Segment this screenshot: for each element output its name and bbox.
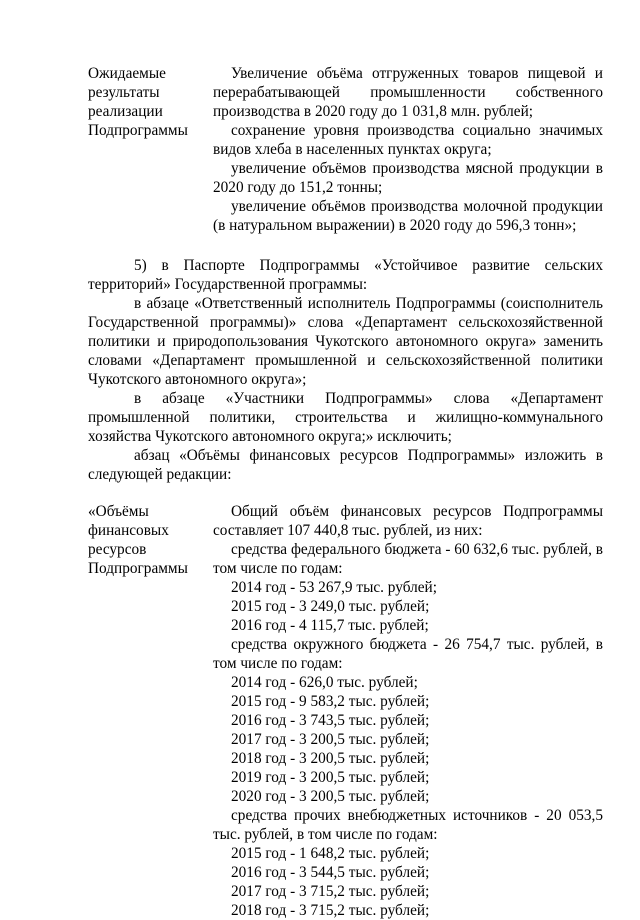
district-year-line: 2015 год - 9 583,2 тыс. рублей; — [231, 693, 430, 710]
financial-resources-row — [88, 502, 603, 920]
district-year-line: 2017 год - 3 200,5 тыс. рублей; — [231, 731, 430, 748]
district-year-line: 2016 год - 3 743,5 тыс. рублей; — [231, 712, 430, 729]
result-item: Увеличение объёма отгруженных товаров пищевой и перерабатывающей промышленности собственного производства в 2020 году до 1 031,8 млн. рублей; — [213, 65, 603, 120]
expected-results-content — [213, 64, 603, 235]
other-year-line: 2018 год - 3 715,2 тыс. рублей; — [231, 902, 430, 919]
financial-resources-label — [88, 502, 213, 920]
district-year-line: 2018 год - 3 200,5 тыс. рублей; — [231, 750, 430, 767]
federal-year-line: 2015 год - 3 249,0 тыс. рублей; — [231, 598, 430, 615]
label-line: финансовых — [88, 522, 169, 539]
federal-year-line: 2016 год - 4 115,7 тыс. рублей; — [231, 617, 429, 634]
federal-year-line: 2014 год - 53 267,9 тыс. рублей; — [231, 579, 437, 596]
result-item: увеличение объёмов производства молочной продукции (в натуральном выражении) в 2020 году до 596,3 тонн»; — [213, 198, 603, 234]
result-item: сохранение уровня производства социально значимых видов хлеба в населенных пунктах округа; — [213, 122, 603, 158]
district-budget-heading: средства окружного бюджета - 26 754,7 тыс. рублей, в том числе по годам: — [213, 636, 603, 672]
federal-budget-heading: средства федерального бюджета - 60 632,6 тыс. рублей, в том числе по годам: — [213, 541, 603, 577]
expected-results-row — [88, 64, 603, 235]
expected-results-label — [88, 64, 213, 235]
total-amount: Общий объём финансовых ресурсов Подпрограммы составляет 107 440,8 тыс. рублей, из них: — [213, 503, 603, 539]
label-line: ресурсов — [88, 541, 147, 558]
paragraph: 5) в Паспорте Подпрограммы «Устойчивое развитие сельских территорий» Государственной программы: — [88, 257, 603, 293]
district-year-line: 2014 год - 626,0 тыс. рублей; — [231, 674, 418, 691]
paragraph: в абзаце «Участники Подпрограммы» слова «Департамент промышленной политики, строительства и жилищно-коммунального хозяйства Чукотского автономного округа;» исключить; — [88, 390, 603, 445]
paragraph: абзац «Объёмы финансовых ресурсов Подпрограммы» изложить в следующей редакции: — [88, 447, 603, 483]
document-page — [88, 64, 603, 920]
other-year-line: 2017 год - 3 715,2 тыс. рублей; — [231, 883, 430, 900]
other-year-line: 2015 год - 1 648,2 тыс. рублей; — [231, 845, 430, 862]
label-line: Ожидаемые — [88, 65, 166, 82]
other-year-line: 2016 год - 3 544,5 тыс. рублей; — [231, 864, 430, 881]
label-line: Подпрограммы — [88, 122, 188, 139]
financial-resources-content — [213, 502, 603, 920]
result-item: увеличение объёмов производства мясной продукции в 2020 году до 151,2 тонны; — [213, 160, 603, 196]
other-sources-heading: средства прочих внебюджетных источников - 20 053,5 тыс. рублей, в том числе по годам: — [213, 807, 603, 843]
label-line: «Объёмы — [88, 503, 149, 520]
paragraph: в абзаце «Ответственный исполнитель Подпрограммы (соисполнитель Государственной программы)» слова «Департамент сельскохозяйственной политики и природопользования Чукотского автономного округа» заменить словами «Департамент промышленной и сельскохозяйственной политики Чукотского автономного округа»; — [88, 295, 603, 388]
label-line: результаты — [88, 84, 160, 101]
label-line: Подпрограммы — [88, 560, 188, 577]
district-year-line: 2019 год - 3 200,5 тыс. рублей; — [231, 769, 430, 786]
label-line: реализации — [88, 103, 163, 120]
district-year-line: 2020 год - 3 200,5 тыс. рублей; — [231, 788, 430, 805]
